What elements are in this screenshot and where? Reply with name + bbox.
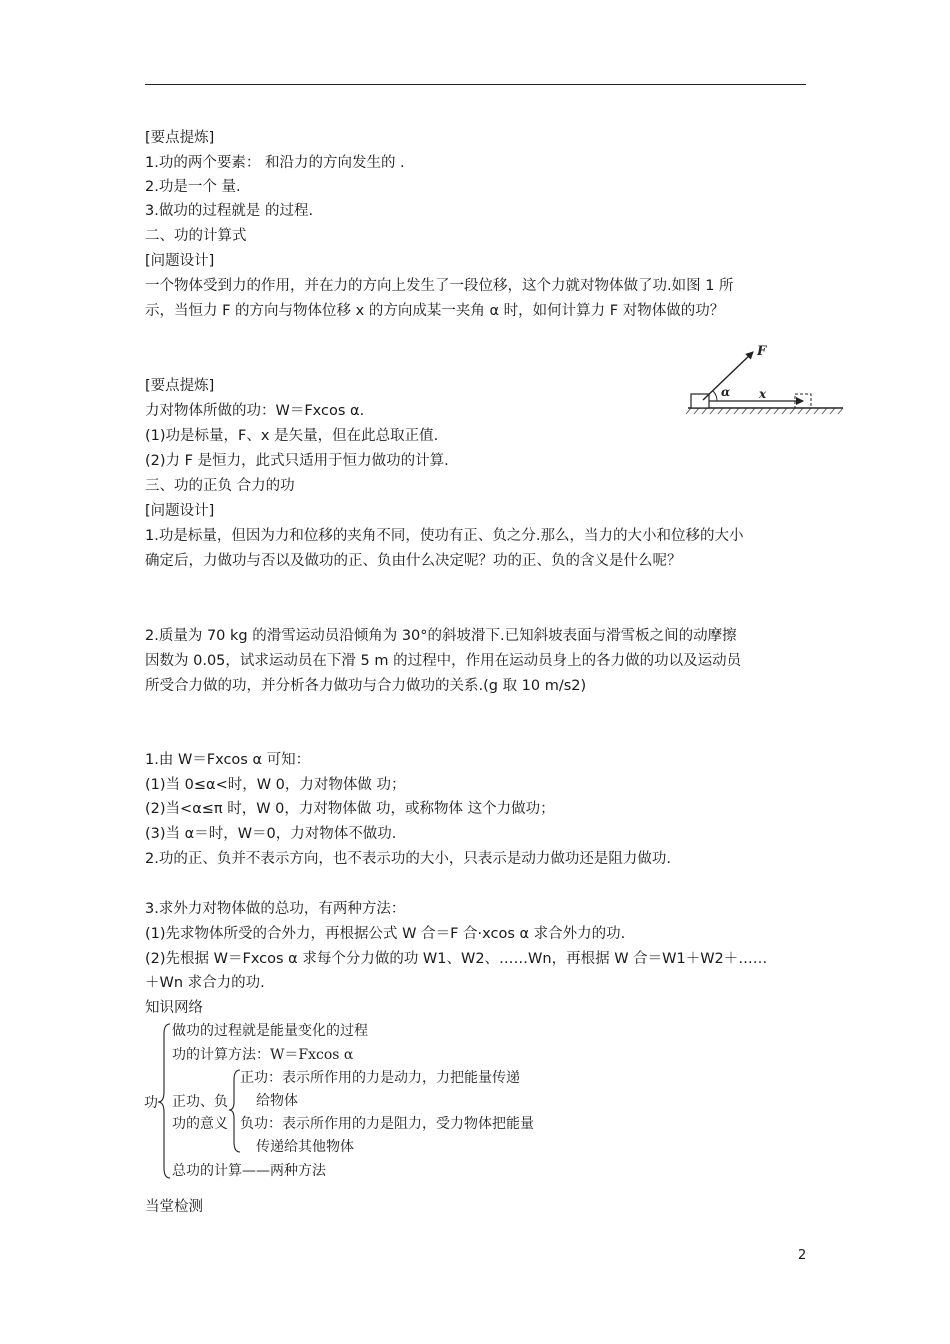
formula-line: 力对物体所做的功：W＝Fxcos α. <box>145 403 365 419</box>
text-line: ＋Wn 求合力的功. <box>145 975 265 991</box>
heading-key-points-1: [要点提炼] <box>145 130 215 146</box>
text-line: 2.质量为 70 kg 的滑雪运动员沿倾角为 30°的斜坡滑下.已知斜坡表面与滑雪板之间的动摩擦 <box>145 628 737 644</box>
text-line: 所受合力做的功，并分析各力做功与合力做功的关系.(g 取 10 m/s2) <box>145 678 587 694</box>
section-heading-3: 三、功的正负 合力的功 <box>145 478 295 494</box>
map-root: 功 <box>144 1095 158 1111</box>
text-line: (1)先求物体所受的合外力，再根据公式 W 合＝F 合·xcos α 求合外力的功. <box>145 926 626 942</box>
text-line: 一个物体受到力的作用，并在力的方向上发生了一段位移，这个力就对物体做了功.如图 1 所 <box>145 278 734 294</box>
heading-question-design-1: [问题设计] <box>145 253 215 269</box>
heading-in-class-test: 当堂检测 <box>145 1199 203 1215</box>
text-line: 2.功的正、负并不表示方向，也不表示功的大小，只表示是动力做功还是阻力做功. <box>145 851 671 867</box>
heading-question-design-2: [问题设计] <box>145 503 215 519</box>
map-item-calculation: 功的计算方法：W＝Fxcos α <box>172 1047 354 1063</box>
text-line: 1.功的两个要素： 和沿力的方向发生的 . <box>145 155 405 171</box>
map-item-negative-2: 传递给其他物体 <box>256 1139 354 1155</box>
angle-arc <box>713 391 717 401</box>
page-number: 2 <box>798 1248 807 1263</box>
text-line: (2)先根据 W＝Fxcos α 求每个分力做的功 W1、W2、……Wn，再根据 W 合＝W1＋W2＋…… <box>145 951 768 967</box>
angle-label: α <box>721 385 731 399</box>
text-line: 因数为 0.05，试求运动员在下滑 5 m 的过程中，作用在运动员身上的各力做的功以及运动员 <box>145 653 742 669</box>
displacement-label: x <box>759 387 767 401</box>
map-item-negative-1: 负功：表示所作用的力是阻力，受力物体把能量 <box>240 1116 534 1132</box>
text-line: 2.功是一个 量. <box>145 179 241 195</box>
force-diagram-figure <box>683 338 848 418</box>
text-line: (2)当<α≤π 时，W 0，力对物体做 功，或称物体 这个力做功； <box>145 801 555 817</box>
map-item-sign-1: 正功、负 <box>172 1094 228 1110</box>
knowledge-map <box>140 1018 560 1183</box>
map-item-positive-2: 给物体 <box>256 1093 298 1109</box>
text-line: (1)功是标量，F、x 是矢量，但在此总取正值. <box>145 428 439 444</box>
heading-knowledge-network: 知识网络 <box>145 1000 203 1016</box>
text-line: 1.功是标量，但因为力和位移的夹角不同，使功有正、负之分.那么，当力的大小和位移的大小 <box>145 528 744 544</box>
sub-brace <box>229 1070 240 1152</box>
ground-hatching <box>686 408 843 414</box>
header-rule <box>145 84 806 85</box>
section-heading-2: 二、功的计算式 <box>145 228 247 244</box>
map-item-process: 做功的过程就是能量变化的过程 <box>172 1023 368 1039</box>
text-line: (2)力 F 是恒力，此式只适用于恒力做功的计算. <box>145 453 449 469</box>
force-label: F <box>757 344 767 359</box>
map-item-total: 总功的计算——两种方法 <box>172 1163 326 1179</box>
text-line: 3.求外力对物体做的总功，有两种方法： <box>145 901 406 917</box>
main-brace <box>158 1024 170 1178</box>
text-line: 1.由 W＝Fxcos α 可知： <box>145 752 311 768</box>
map-item-sign-2: 功的意义 <box>172 1116 228 1132</box>
text-line: (3)当 α＝时，W＝0，力对物体不做功. <box>145 826 397 842</box>
text-line: 3.做功的过程就是 的过程. <box>145 203 314 219</box>
heading-key-points-2: [要点提炼] <box>145 378 215 394</box>
text-line: (1)当 0≤α<时，W 0，力对物体做 功； <box>145 777 406 793</box>
text-line: 确定后，力做功与否以及做功的正、负由什么决定呢？功的正、负的含义是什么呢？ <box>145 553 682 569</box>
text-line: 示，当恒力 F 的方向与物体位移 x 的方向成某一夹角 α 时，如何计算力 F 对物体做的功？ <box>145 303 725 319</box>
map-item-positive-1: 正功：表示所作用的力是动力，力把能量传递 <box>240 1070 520 1086</box>
